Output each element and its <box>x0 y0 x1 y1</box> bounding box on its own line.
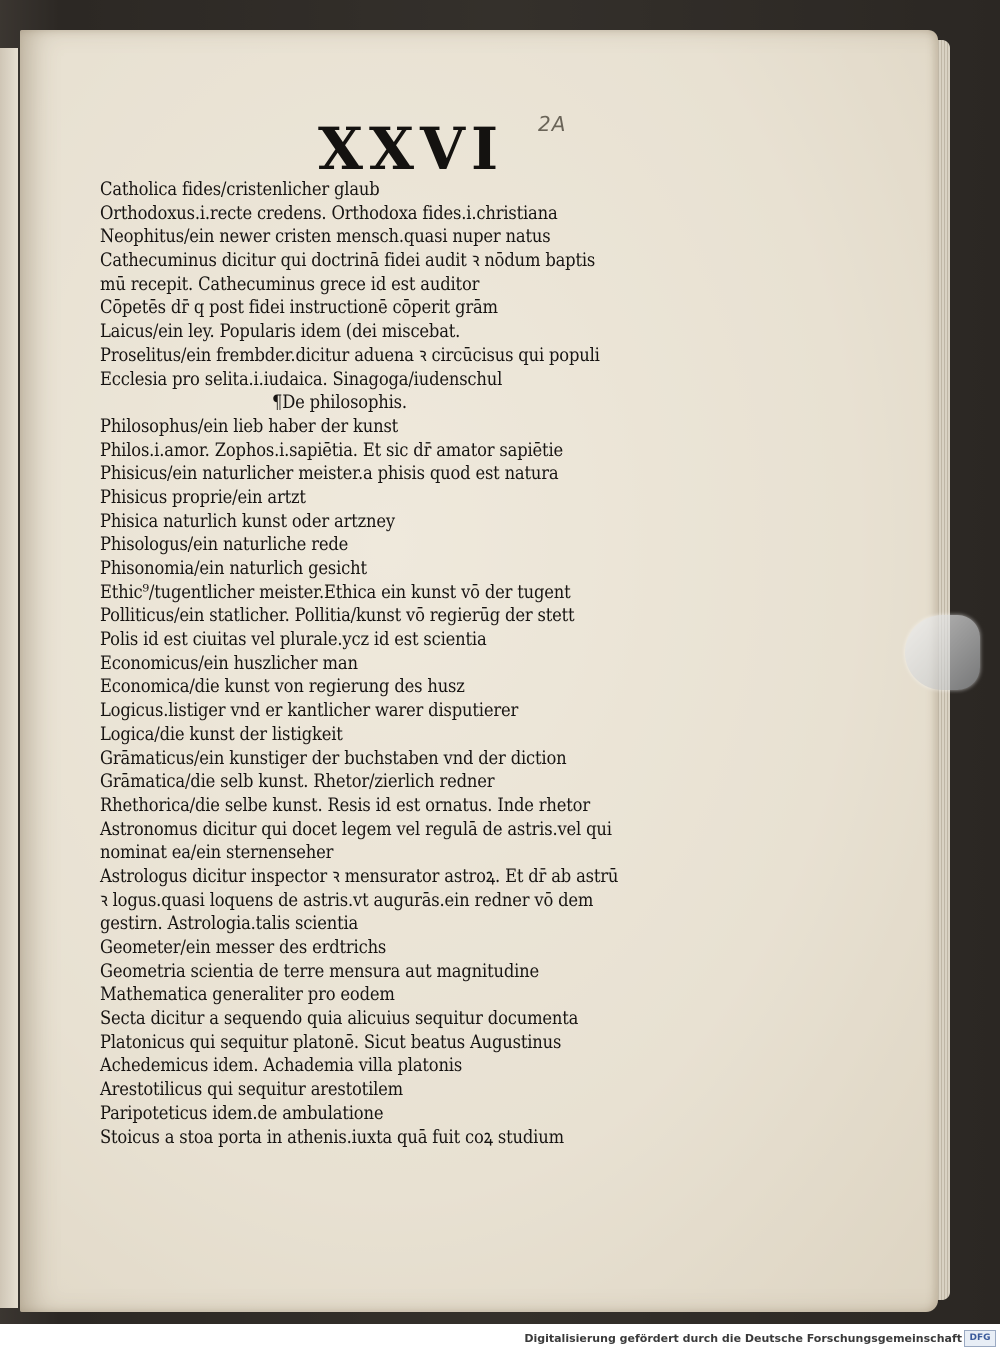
text-line: Philosophus/ein lieb haber der kunst <box>100 414 399 437</box>
text-line: Geometria scientia de terre mensura aut magnitudine <box>100 959 540 982</box>
text-line: Secta dicitur a sequendo quia alicuius sequitur documenta <box>100 1007 579 1030</box>
facing-page-edge <box>0 48 18 1308</box>
text-line: Mathematica generaliter pro eodem <box>100 983 395 1006</box>
text-line: nominat ea/ein sternenseher <box>100 841 334 864</box>
footer-bar <box>0 1324 1000 1352</box>
text-line: Philos.i.amor. Zophos.i.sapiētia. Et sic dr̄ amator sapiētie <box>100 438 564 461</box>
text-line: Phisica naturlich kunst oder artzney <box>100 509 395 532</box>
text-line: Orthodoxus.i.recte credens. Orthodoxa fides.i.christiana <box>100 201 558 224</box>
text-line: Proselitus/ein frembder.dicitur aduena ꝛ circūcisus qui populi <box>100 343 600 366</box>
text-line: mū recepit. Cathecuminus grece id est auditor <box>100 272 480 295</box>
text-line: Platonicus qui sequitur platonē. Sicut beatus Augustinus <box>100 1030 562 1053</box>
text-line: Polis id est ciuitas vel plurale.ycz id est scientia <box>100 628 487 651</box>
text-line: Grāmaticus/ein kunstiger der buchstaben vnd der diction <box>100 746 567 769</box>
text-line: Geometer/ein messer des erdtrichs <box>100 936 387 958</box>
text-line: ꝛ logus.quasi loquens de astris.vt augurās.ein redner vō dem <box>100 888 594 911</box>
dfg-logo-icon: DFG <box>964 1330 996 1347</box>
text-line: Economica/die kunst von regierung des husz <box>100 675 465 698</box>
text-line: Ethic⁹/tugentlicher meister.Ethica ein kunst vō der tugent <box>100 580 571 603</box>
text-line: Cathecuminus dicitur qui doctrinā fidei audit ꝛ nōdum baptis <box>100 249 596 272</box>
text-line: Laicus/ein ley. Popularis idem (dei miscebat. <box>100 320 461 343</box>
text-line: Astrologus dicitur inspector ꝛ mensurator astroꝝ. Et dr̄ ab astrū <box>100 864 619 887</box>
pencil-annotation: 2A <box>538 112 567 136</box>
text-line: Phisologus/ein naturliche rede <box>100 533 349 556</box>
text-line: Arestotilicus qui sequitur arestotilem <box>100 1078 404 1101</box>
funding-credit: Digitalisierung gefördert durch die Deutsche Forschungsgemeinschaft <box>524 1332 962 1345</box>
text-line: Polliticus/ein statlicher. Pollitia/kunst vō regierūg der stett <box>100 604 575 627</box>
text-line: Rhethorica/die selbe kunst. Resis id est ornatus. Inde rhetor <box>100 793 590 816</box>
text-line: Stoicus a stoa porta in athenis.iuxta quā fuit coꝝ studium <box>100 1125 564 1148</box>
text-line: Grāmatica/die selb kunst. Rhetor/zierlich redner <box>100 770 495 793</box>
text-line: Logica/die kunst der listigkeit <box>100 722 343 745</box>
text-line: Achedemicus idem. Achademia villa platonis <box>100 1054 463 1077</box>
text-line: ¶De philosophis. <box>272 391 407 414</box>
text-line: Ecclesia pro selita.i.iudaica. Sinagoga/iudenschul <box>100 367 503 390</box>
folio-number: XXVI <box>318 115 505 183</box>
text-line: Paripoteticus idem.de ambulatione <box>100 1101 384 1124</box>
page-clip <box>905 615 980 690</box>
text-line: Logicus.listiger vnd er kantlicher warer disputierer <box>100 699 519 722</box>
text-line: Cōpetēs dr̄ q post fidei instructionē cōperit grām <box>100 296 498 319</box>
page-text-block <box>100 178 700 1149</box>
text-line: Economicus/ein huszlicher man <box>100 651 358 674</box>
text-line: Phisonomia/ein naturlich gesicht <box>100 557 367 579</box>
text-line: gestirn. Astrologia.talis scientia <box>100 912 359 935</box>
text-line: Neophitus/ein newer cristen mensch.quasi nuper natus <box>100 225 551 248</box>
text-line: Astronomus dicitur qui docet legem vel regulā de astris.vel qui <box>100 817 612 840</box>
text-line: Phisicus/ein naturlicher meister.a phisis quod est natura <box>100 462 559 485</box>
text-line: Catholica fides/cristenlicher glaub <box>100 178 380 200</box>
text-line: Phisicus proprie/ein artzt <box>100 485 306 508</box>
